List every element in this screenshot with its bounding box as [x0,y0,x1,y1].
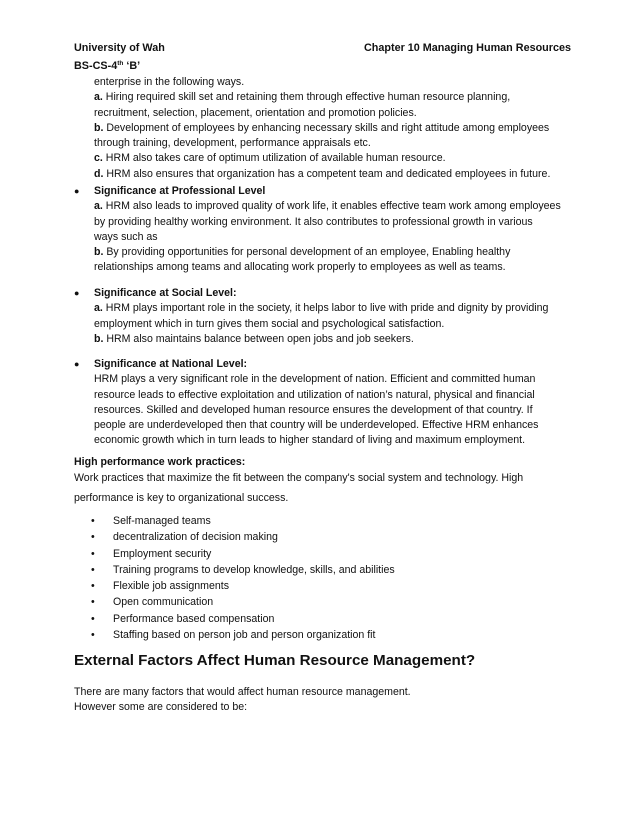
enterprise-line: b. Development of employees by enhancing necessary skills and right attitude among employees [94,121,550,134]
list-item: • Flexible job assignments [91,578,511,594]
external-line: There are many factors that would affect human resource management. [74,686,411,698]
professional-line: by providing healthy working environment. It also contributes to professional growth in various [94,215,533,228]
national-line: resource leads to effective exploitation and utilization of nation’s natural, physical and financial [94,388,535,401]
list-item: • Performance based compensation [91,611,511,627]
header-class: BS-CS-4th ‘B’ [74,60,141,72]
professional-line: a. HRM also leads to improved quality of work life, it enables effective team work among employees [94,200,561,213]
social-line: employment which in turn gives them social and psychological satisfaction. [94,317,445,330]
bullet-icon: • [91,596,95,609]
list-item: • Training programs to develop knowledge, skills, and abilities [91,562,511,578]
professional-title: Significance at Professional Level [94,185,266,197]
enterprise-intro: enterprise in the following ways. [94,76,245,88]
national-title: Significance at National Level: [94,358,248,370]
bullet-icon: • [91,580,95,593]
hpwp-title: High performance work practices: [74,456,246,468]
bullet-icon: ● [74,288,80,298]
hpwp-line: performance is key to organizational success. [74,491,289,504]
header-university: University of Wah [74,42,165,54]
bullet-icon: • [91,515,95,527]
list-item: • Open communication [91,594,511,610]
bullet-icon: • [91,563,95,576]
hpwp-line: Work practices that maximize the fit between the company's social system and technology. High [74,472,524,484]
social-line: b. HRM also maintains balance between open jobs and job seekers. [94,332,414,345]
external-factors-text [74,685,574,716]
hpwp-description [74,469,574,508]
bullet-icon: ● [74,186,80,196]
bullet-icon: ● [74,359,80,369]
enterprise-line: recruitment, selection, placement, orientation and promotion policies. [94,106,417,119]
professional-line: b. By providing opportunities for personal development of an employee, Enabling healthy [94,246,511,259]
bullet-icon: • [91,547,95,560]
enterprise-line: a. Hiring required skill set and retaining them through effective human resource planning, [94,91,511,104]
professional-line: relationships among teams and allocating work properly to employees as well as teams. [94,261,506,274]
header-chapter: Chapter 10 Managing Human Resources [364,42,571,54]
enterprise-section [94,75,574,182]
enterprise-line: c. HRM also takes care of optimum utilization of available human resource. [94,152,446,165]
list-item: • decentralization of decision making [91,529,511,545]
list-item: • Employment security [91,546,511,562]
national-line: economic growth which in turn leads to higher standard of living and maximum employment. [94,434,526,447]
social-line: a. HRM plays important role in the society, it helps labor to live with pride and dignity by providing [94,302,549,315]
professional-line: ways such as [94,230,158,243]
bullet-icon: • [91,531,95,544]
external-factors-heading: External Factors Affect Human Resource Management? [74,652,476,669]
social-section [94,286,574,347]
hpwp-list [91,513,511,643]
national-line: people are underdeveloped then that country will be underdeveloped. Effective HRM enhances [94,419,539,432]
enterprise-line: d. HRM also ensures that organization has a competent team and dedicated employees in future. [94,167,551,180]
social-title: Significance at Social Level: [94,287,237,299]
national-section [94,357,574,449]
list-item: • Staffing based on person job and person organization fit [91,627,511,643]
enterprise-line: through training, development, performance appraisals etc. [94,137,371,150]
bullet-icon: • [91,629,95,642]
professional-section [94,184,574,276]
national-line: HRM plays a very significant role in the development of nation. Efficient and committed human [94,373,536,386]
national-line: resources. Skilled and developed human resource ensures the development of that country. If [94,403,533,416]
external-line: However some are considered to be: [74,701,248,714]
bullet-icon: • [91,612,95,625]
list-item: • Self-managed teams [91,513,511,529]
